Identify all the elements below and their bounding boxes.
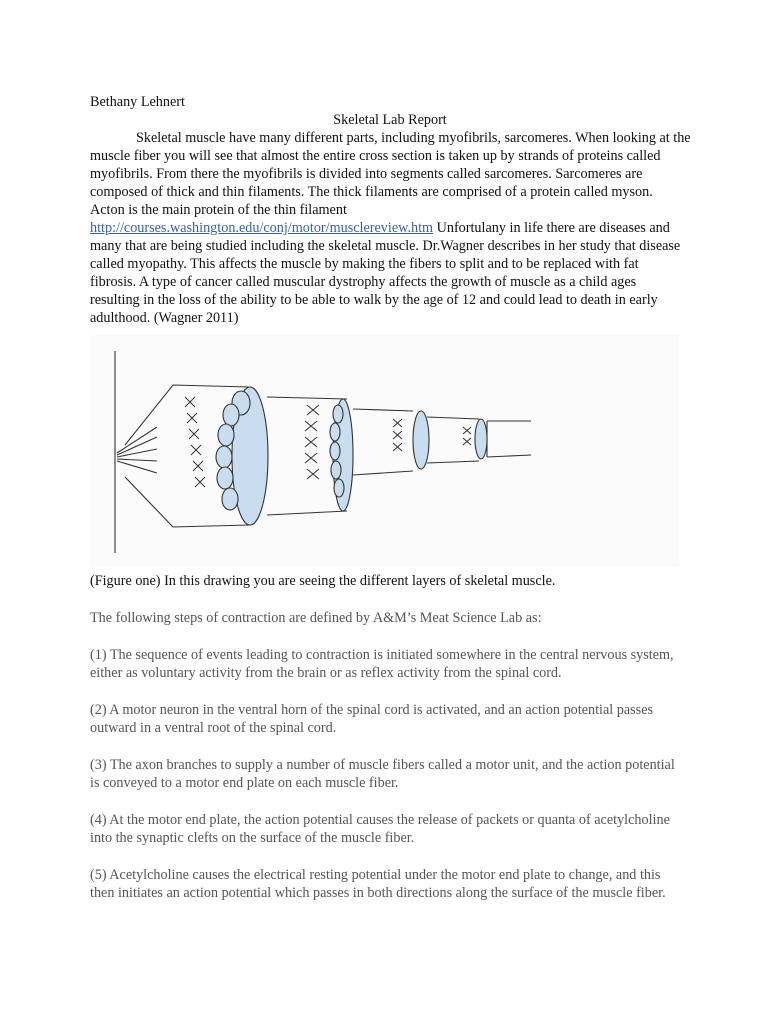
- author-name: Bethany Lehnert: [90, 94, 185, 110]
- intro-line: composed of thick and thin filaments. The thick filaments are comprised of a protein called myson.: [90, 184, 653, 200]
- bundle-circle: [330, 423, 340, 441]
- step-paragraph: [90, 646, 680, 682]
- fiber-cross-section: [413, 411, 429, 469]
- steps-intro: The following steps of contraction are defined by A&M’s Meat Science Lab as:: [90, 610, 542, 626]
- step-line: (1) The sequence of events leading to contraction is initiated somewhere in the central nervous system,: [90, 647, 674, 663]
- step-line: is conveyed to a motor end plate on each muscle fiber.: [90, 775, 399, 791]
- intro-line: myofibrils. From there the myofibrils is divided into segments called sarcomeres. Sarcomeres are: [90, 166, 643, 182]
- step-line: outward in a ventral root of the spinal cord.: [90, 720, 337, 736]
- muscle-layers-drawing: [91, 335, 679, 567]
- intro-line: called myopathy. This affects the muscle by making the fibers to split and to be replaced with fat: [90, 256, 639, 272]
- muscle-layers-figure: [91, 335, 679, 567]
- fascicle-outline: [267, 397, 347, 399]
- step-paragraph: [90, 811, 680, 847]
- intro-line: resulting in the loss of the ability to be able to walk by the age of 12 and could lead to death in early: [90, 292, 658, 308]
- bundle-circle: [330, 442, 340, 460]
- tendon-line: [117, 449, 157, 457]
- filament-outline: [487, 455, 531, 457]
- document-title: Skeletal Lab Report: [333, 112, 447, 128]
- myofibril-cross-section: [475, 419, 487, 459]
- intro-line: Skeletal muscle have many different parts, including myofibrils, sarcomeres. When looking at the: [136, 130, 691, 146]
- bundle-circle: [334, 479, 344, 497]
- document-body: [90, 93, 690, 327]
- bundle-circle: [222, 488, 238, 510]
- fiber-outline: [353, 471, 413, 475]
- step-line: (5) Acetylcholine causes the electrical resting potential under the motor end plate to change, and this: [90, 867, 661, 883]
- contraction-steps: [90, 609, 680, 921]
- reference-link[interactable]: http://courses.washington.edu/conj/motor/musclereview.htm: [90, 220, 434, 236]
- intro-line: many that are being studied including the skeletal muscle. Dr.Wagner describes in her study that disease: [90, 238, 681, 254]
- bundle-circle: [333, 405, 343, 423]
- myofibril-outline: [427, 461, 479, 463]
- bundle-circle: [223, 404, 239, 426]
- myofibril-outline: [427, 417, 479, 419]
- fascicle-outline: [267, 511, 347, 515]
- step-line: into the synaptic clefts on the surface of the muscle fiber.: [90, 830, 415, 846]
- striation-marks: [463, 427, 471, 445]
- step-line: then initiates an action potential which passes in both directions along the surface of the muscle fiber.: [90, 885, 666, 901]
- tendon-line: [117, 461, 157, 473]
- bundle-circle: [216, 446, 232, 468]
- step-line: (2) A motor neuron in the ventral horn of the spinal cord is activated, and an action potential passes: [90, 702, 654, 718]
- intro-line: Acton is the main protein of the thin filament: [90, 202, 347, 218]
- figure-caption: (Figure one) In this drawing you are seeing the different layers of skeletal muscle.: [90, 573, 556, 589]
- step-paragraph: [90, 866, 680, 902]
- step-line: (4) At the motor end plate, the action potential causes the release of packets or quanta of acetylcholine: [90, 812, 670, 828]
- striation-marks: [185, 397, 205, 487]
- bundle-circle: [218, 424, 234, 446]
- bundle-circle: [331, 461, 341, 479]
- bundle-circle: [217, 467, 233, 489]
- step-line: either as voluntary activity from the brain or as reflex activity from the spinal cord.: [90, 665, 562, 681]
- intro-line-text: Unfortulany in life there are diseases and: [433, 220, 670, 236]
- step-paragraph: [90, 701, 680, 737]
- intro-line: adulthood. (Wagner 2011): [90, 310, 239, 326]
- striation-marks: [393, 419, 402, 451]
- intro-line: muscle fiber you will see that almost the entire cross section is taken up by strands of proteins called: [90, 148, 661, 164]
- step-line: (3) The axon branches to supply a number of muscle fibers called a motor unit, and the action potential: [90, 757, 675, 773]
- tendon-line: [117, 459, 157, 461]
- step-paragraph: [90, 756, 680, 792]
- fiber-outline: [353, 409, 413, 411]
- intro-line: fibrosis. A type of cancer called muscular dystrophy affects the growth of muscle as a child ages: [90, 274, 637, 290]
- striation-marks: [305, 405, 319, 479]
- intro-line-with-link: [90, 219, 690, 237]
